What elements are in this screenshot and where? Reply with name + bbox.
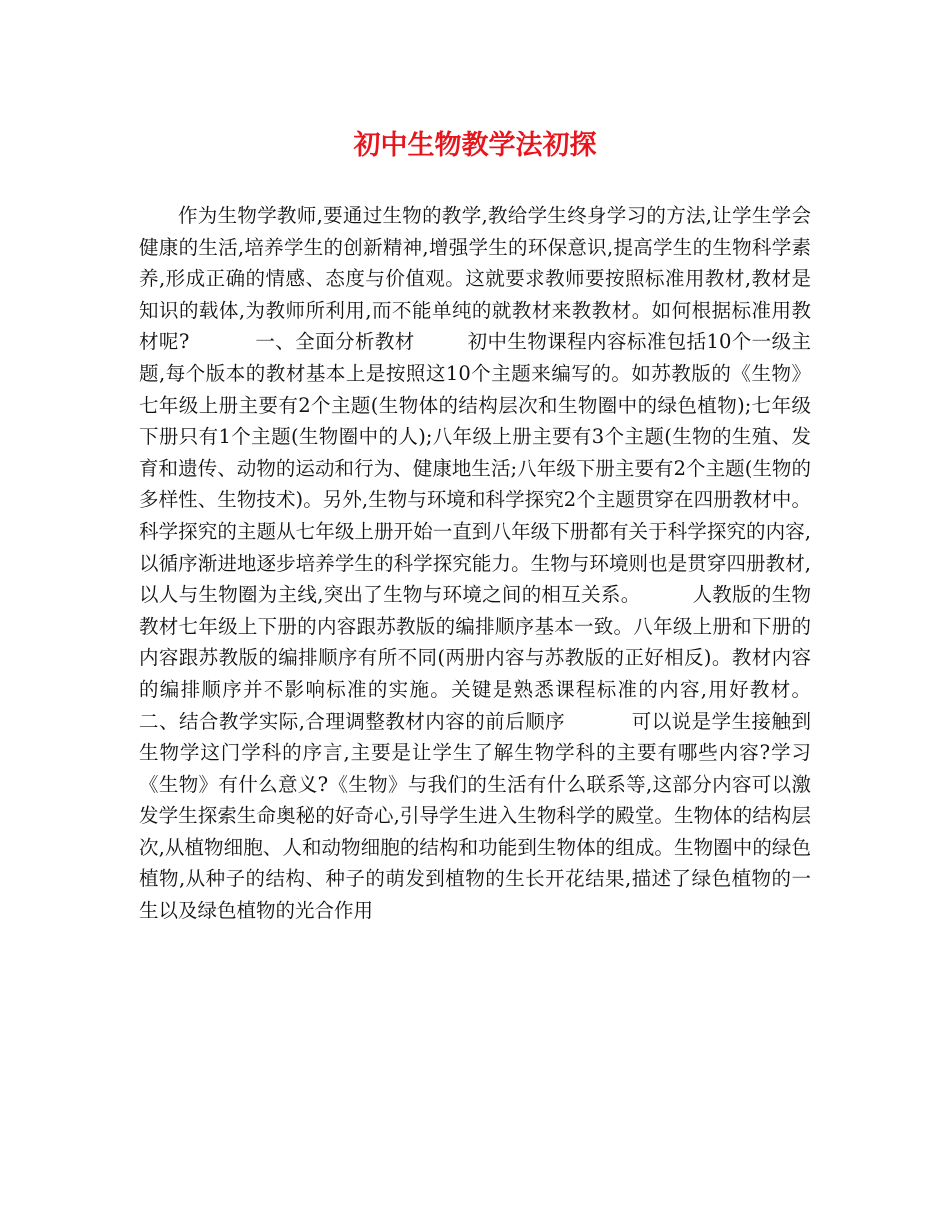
document-title: 初中生物教学法初探 [353, 130, 597, 161]
document-body-text: 作为生物学教师,要通过生物的教学,教给学生终身学习的方法,让学生学会健康的生活,培养学生的创新精神,增强学生的环保意识,提高学生的生物科学素养,形成正确的情感、态度与价值观。这就要求教师要按照标准用教材,教材是知识的载体,为教师所利用,而不能单纯的就教材来教教材。如何根据标准用教材呢? 一、全面分析教材 初中生物课程内容标准包括10个一级主题,每个版本的教材基本上是按照这10个主题来编写的。如苏教版的《生物》七年级上册主要有2个主题(生物体的结构层次和生物圈中的绿色植物);七年级下册只有1个主题(生物圈中的人);八年级上册主要有3个主题(生物的生殖、发育和遗传、动物的运动和行为、健康地生活;八年级下册主要有2个主题(生物的多样性、生物技术)。另外,生物与环境和科学探究2个主题贯穿在四册教材中。科学探究的主题从七年级上册开始一直到八年级下册都有关于科学探究的内容,以循序渐进地逐步培养学生的科学探究能力。生物与环境则也是贯穿四册教材,以人与生物圈为主线,突出了生物与环境之间的相互关系。 人教版的生物教材七年级上下册的内容跟苏教版的编排顺序基本一致。八年级上册和下册的内容跟苏教版的编排顺序有所不同(两册内容与苏教版的正好相反)。教材内容的编排顺序并不影响标准的实施。关键是熟悉课程标准的内容,用好教材。 二、结合教学实际,合理调整教材内容的前后顺序 可以说是学生接触到生物学这门学科的序言,主要是让学生了解生物学科的主要有哪些内容?学习《生物》有什么意义?《生物》与我们的生活有什么联系等,这部分内容可以激发学生探索生命奥秘的好奇心,引导学生进入生物科学的殿堂。生物体的结构层次,从植物细胞、人和动物细胞的结构和功能到生物体的组成。生物圈中的绿色植物,从种子的结构、种子的萌发到植物的生长开花结果,描述了绿色植物的一生以及绿色植物的光合作用 [139, 204, 873, 923]
